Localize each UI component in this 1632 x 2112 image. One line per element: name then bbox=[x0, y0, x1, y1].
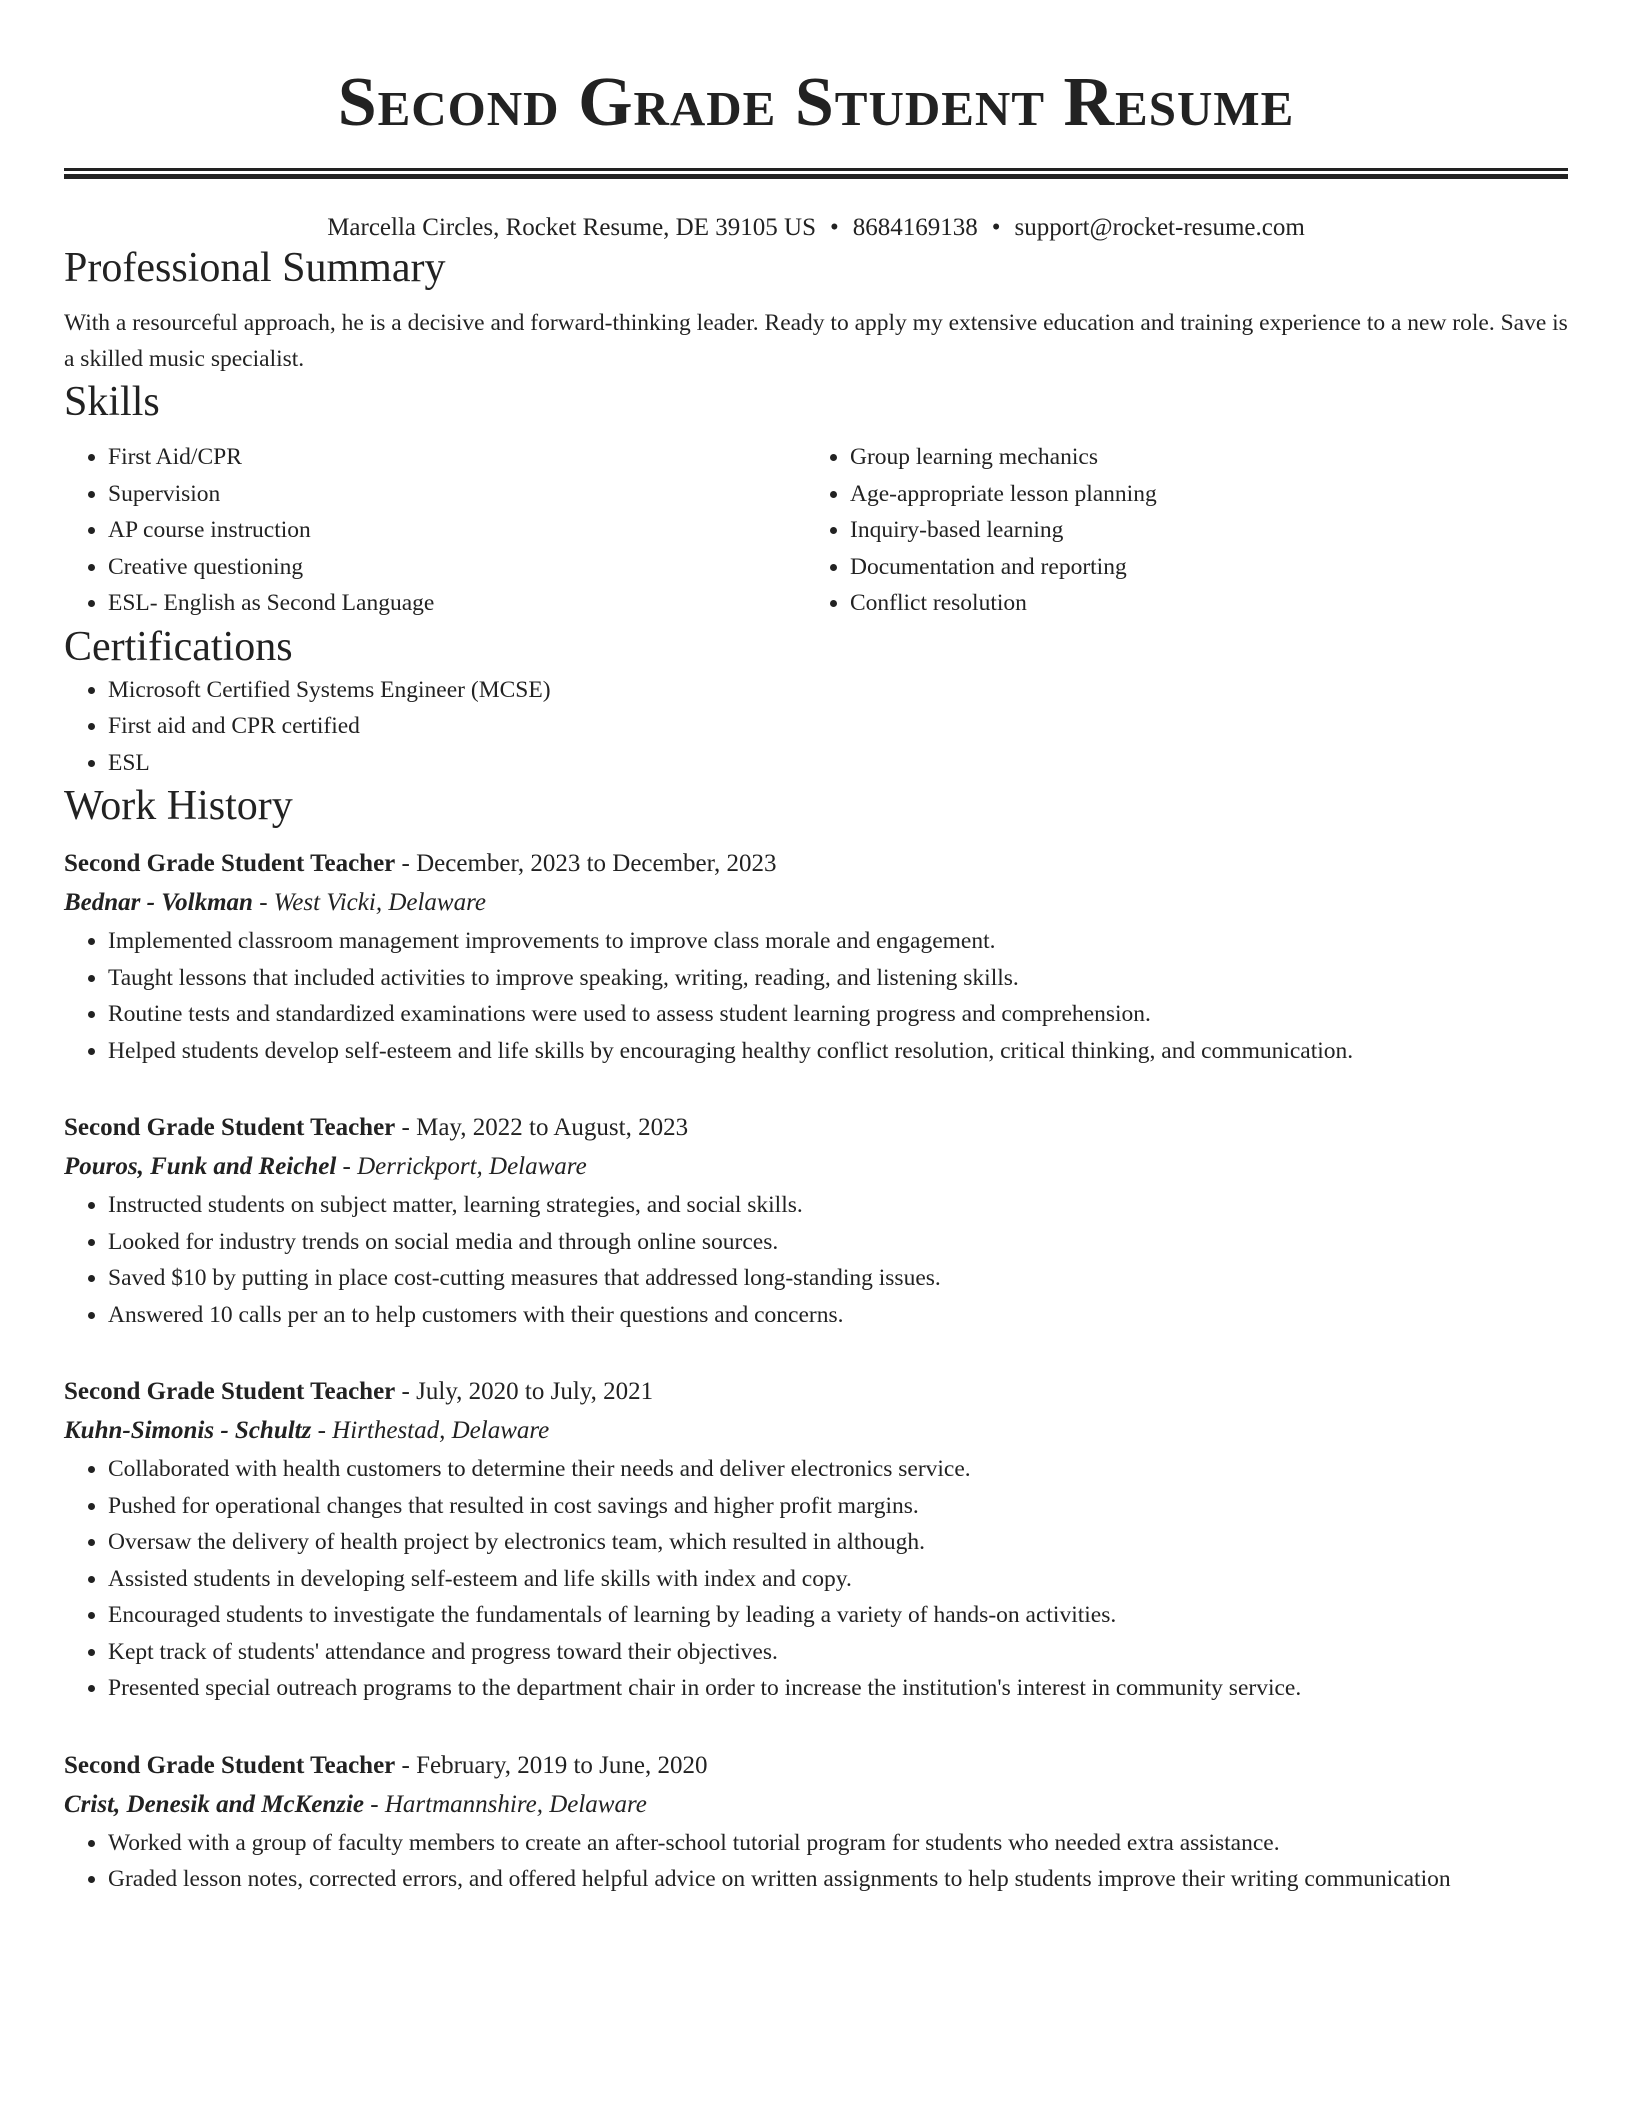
skills-columns bbox=[64, 439, 1568, 622]
job-employer bbox=[64, 1785, 1568, 1825]
summary-text: With a resourceful approach, he is a decisive and forward-thinking leader. Ready to apply my extensive education and training experience to a new role. Save is a skilled music specialist. bbox=[64, 310, 1568, 372]
job-bullet: • Worked with a group of faculty members to create an after-school tutorial program for students who needed extra assistance. bbox=[108, 1825, 1568, 1862]
job-bullets bbox=[64, 1187, 1568, 1333]
job-bullet: • Encouraged students to investigate the fundamentals of learning by leading a variety of hands-on activities. bbox=[108, 1597, 1568, 1634]
skill-item: • Inquiry-based learning bbox=[850, 512, 1548, 549]
job-employer bbox=[64, 1411, 1568, 1451]
job-location: - Hirthestad, Delaware bbox=[311, 1417, 550, 1444]
skill-item: • Supervision bbox=[108, 476, 806, 513]
job-dates: - May, 2022 to August, 2023 bbox=[395, 1114, 689, 1141]
job-entry bbox=[64, 1109, 1568, 1333]
certification-item: • First aid and CPR certified bbox=[108, 708, 1568, 745]
job-role: Second Grade Student Teacher bbox=[64, 1378, 396, 1405]
job-company: Bednar - Volkman bbox=[64, 889, 253, 916]
skills-heading: Skills bbox=[64, 379, 160, 425]
job-bullet: • Assisted students in developing self-esteem and life skills with index and copy. bbox=[108, 1561, 1568, 1598]
job-entry bbox=[64, 1373, 1568, 1707]
job-dates: - December, 2023 to December, 2023 bbox=[395, 850, 777, 877]
skill-item: • Group learning mechanics bbox=[850, 439, 1548, 476]
job-bullets bbox=[64, 923, 1568, 1069]
contact-email: support@rocket-resume.com bbox=[1014, 214, 1305, 241]
job-header bbox=[64, 1373, 1568, 1411]
skill-item: • Creative questioning bbox=[108, 549, 806, 586]
job-company: Pouros, Funk and Reichel bbox=[64, 1153, 337, 1180]
skill-item: • Age-appropriate lesson planning bbox=[850, 476, 1548, 513]
job-header bbox=[64, 1747, 1568, 1785]
skill-item: • Documentation and reporting bbox=[850, 549, 1548, 586]
job-bullet: • Instructed students on subject matter, learning strategies, and social skills. bbox=[108, 1187, 1568, 1224]
job-header bbox=[64, 845, 1568, 883]
skill-item: • ESL- English as Second Language bbox=[108, 585, 806, 622]
job-bullet: • Presented special outreach programs to the department chair in order to increase the institution's interest in community service. bbox=[108, 1670, 1568, 1707]
job-employer bbox=[64, 1147, 1568, 1187]
certification-item: • ESL bbox=[108, 745, 1568, 782]
job-bullet: • Graded lesson notes, corrected errors, and offered helpful advice on written assignments to help students improve their writing communication bbox=[108, 1861, 1568, 1898]
job-role: Second Grade Student Teacher bbox=[64, 1114, 396, 1141]
skill-item: • Conflict resolution bbox=[850, 585, 1548, 622]
skills-column-right bbox=[806, 439, 1548, 622]
job-bullets bbox=[64, 1825, 1568, 1898]
job-dates: - July, 2020 to July, 2021 bbox=[395, 1378, 654, 1405]
job-company: Kuhn-Simonis - Schultz bbox=[64, 1417, 312, 1444]
job-company: Crist, Denesik and McKenzie bbox=[64, 1790, 365, 1818]
skills-column-left bbox=[64, 439, 806, 622]
title-double-rule bbox=[64, 168, 1568, 179]
job-bullet: • Helped students develop self-esteem and life skills by encouraging healthy conflict resolution, critical thinking, and communication. bbox=[108, 1033, 1568, 1070]
job-bullet: • Implemented classroom management improvements to improve class morale and engagement. bbox=[108, 923, 1568, 960]
job-employer bbox=[64, 883, 1568, 923]
work-history-heading: Work History bbox=[64, 783, 293, 829]
job-bullet: • Taught lessons that included activities to improve speaking, writing, reading, and listening skills. bbox=[108, 960, 1568, 997]
job-bullet: • Answered 10 calls per an to help customers with their questions and concerns. bbox=[108, 1297, 1568, 1334]
job-entry bbox=[64, 845, 1568, 1069]
contact-line bbox=[64, 213, 1568, 243]
contact-separator: • bbox=[991, 214, 1001, 241]
job-role: Second Grade Student Teacher bbox=[64, 1751, 396, 1779]
job-bullet: • Saved $10 by putting in place cost-cutting measures that addressed long-standing issues. bbox=[108, 1260, 1568, 1297]
job-bullet: • Looked for industry trends on social media and through online sources. bbox=[108, 1224, 1568, 1261]
contact-phone: 8684169138 bbox=[852, 214, 978, 241]
job-bullet: • Pushed for operational changes that resulted in cost savings and higher profit margins. bbox=[108, 1488, 1568, 1525]
certifications-heading: Certifications bbox=[64, 623, 293, 670]
skill-item: • First Aid/CPR bbox=[108, 439, 806, 476]
resume-title: Second Grade Student Resume bbox=[337, 64, 1295, 141]
skills-list-right bbox=[806, 439, 1548, 622]
job-location: - West Vicki, Delaware bbox=[252, 889, 486, 916]
job-bullet: • Routine tests and standardized examinations were used to assess student learning progress and comprehension. bbox=[108, 996, 1568, 1033]
contact-separator: • bbox=[829, 214, 839, 241]
job-bullet: • Collaborated with health customers to determine their needs and deliver electronics service. bbox=[108, 1451, 1568, 1488]
certification-item: • Microsoft Certified Systems Engineer (MCSE) bbox=[108, 672, 1568, 709]
job-header bbox=[64, 1109, 1568, 1147]
job-bullet: • Oversaw the delivery of health project by electronics team, which resulted in although. bbox=[108, 1524, 1568, 1561]
job-bullet: • Kept track of students' attendance and progress toward their objectives. bbox=[108, 1634, 1568, 1671]
contact-address: Marcella Circles, Rocket Resume, DE 39105 US bbox=[327, 214, 816, 241]
job-entry bbox=[64, 1747, 1568, 1898]
job-dates: - February, 2019 to June, 2020 bbox=[395, 1751, 708, 1779]
job-bullets bbox=[64, 1451, 1568, 1707]
summary-heading: Professional Summary bbox=[64, 245, 446, 291]
job-role: Second Grade Student Teacher bbox=[64, 850, 396, 877]
resume-page bbox=[64, 0, 1568, 1898]
skills-list-left bbox=[64, 439, 806, 622]
skill-item: • AP course instruction bbox=[108, 512, 806, 549]
job-location: - Hartmannshire, Delaware bbox=[364, 1790, 647, 1818]
certifications-list bbox=[64, 672, 1568, 782]
job-location: - Derrickport, Delaware bbox=[336, 1153, 587, 1180]
